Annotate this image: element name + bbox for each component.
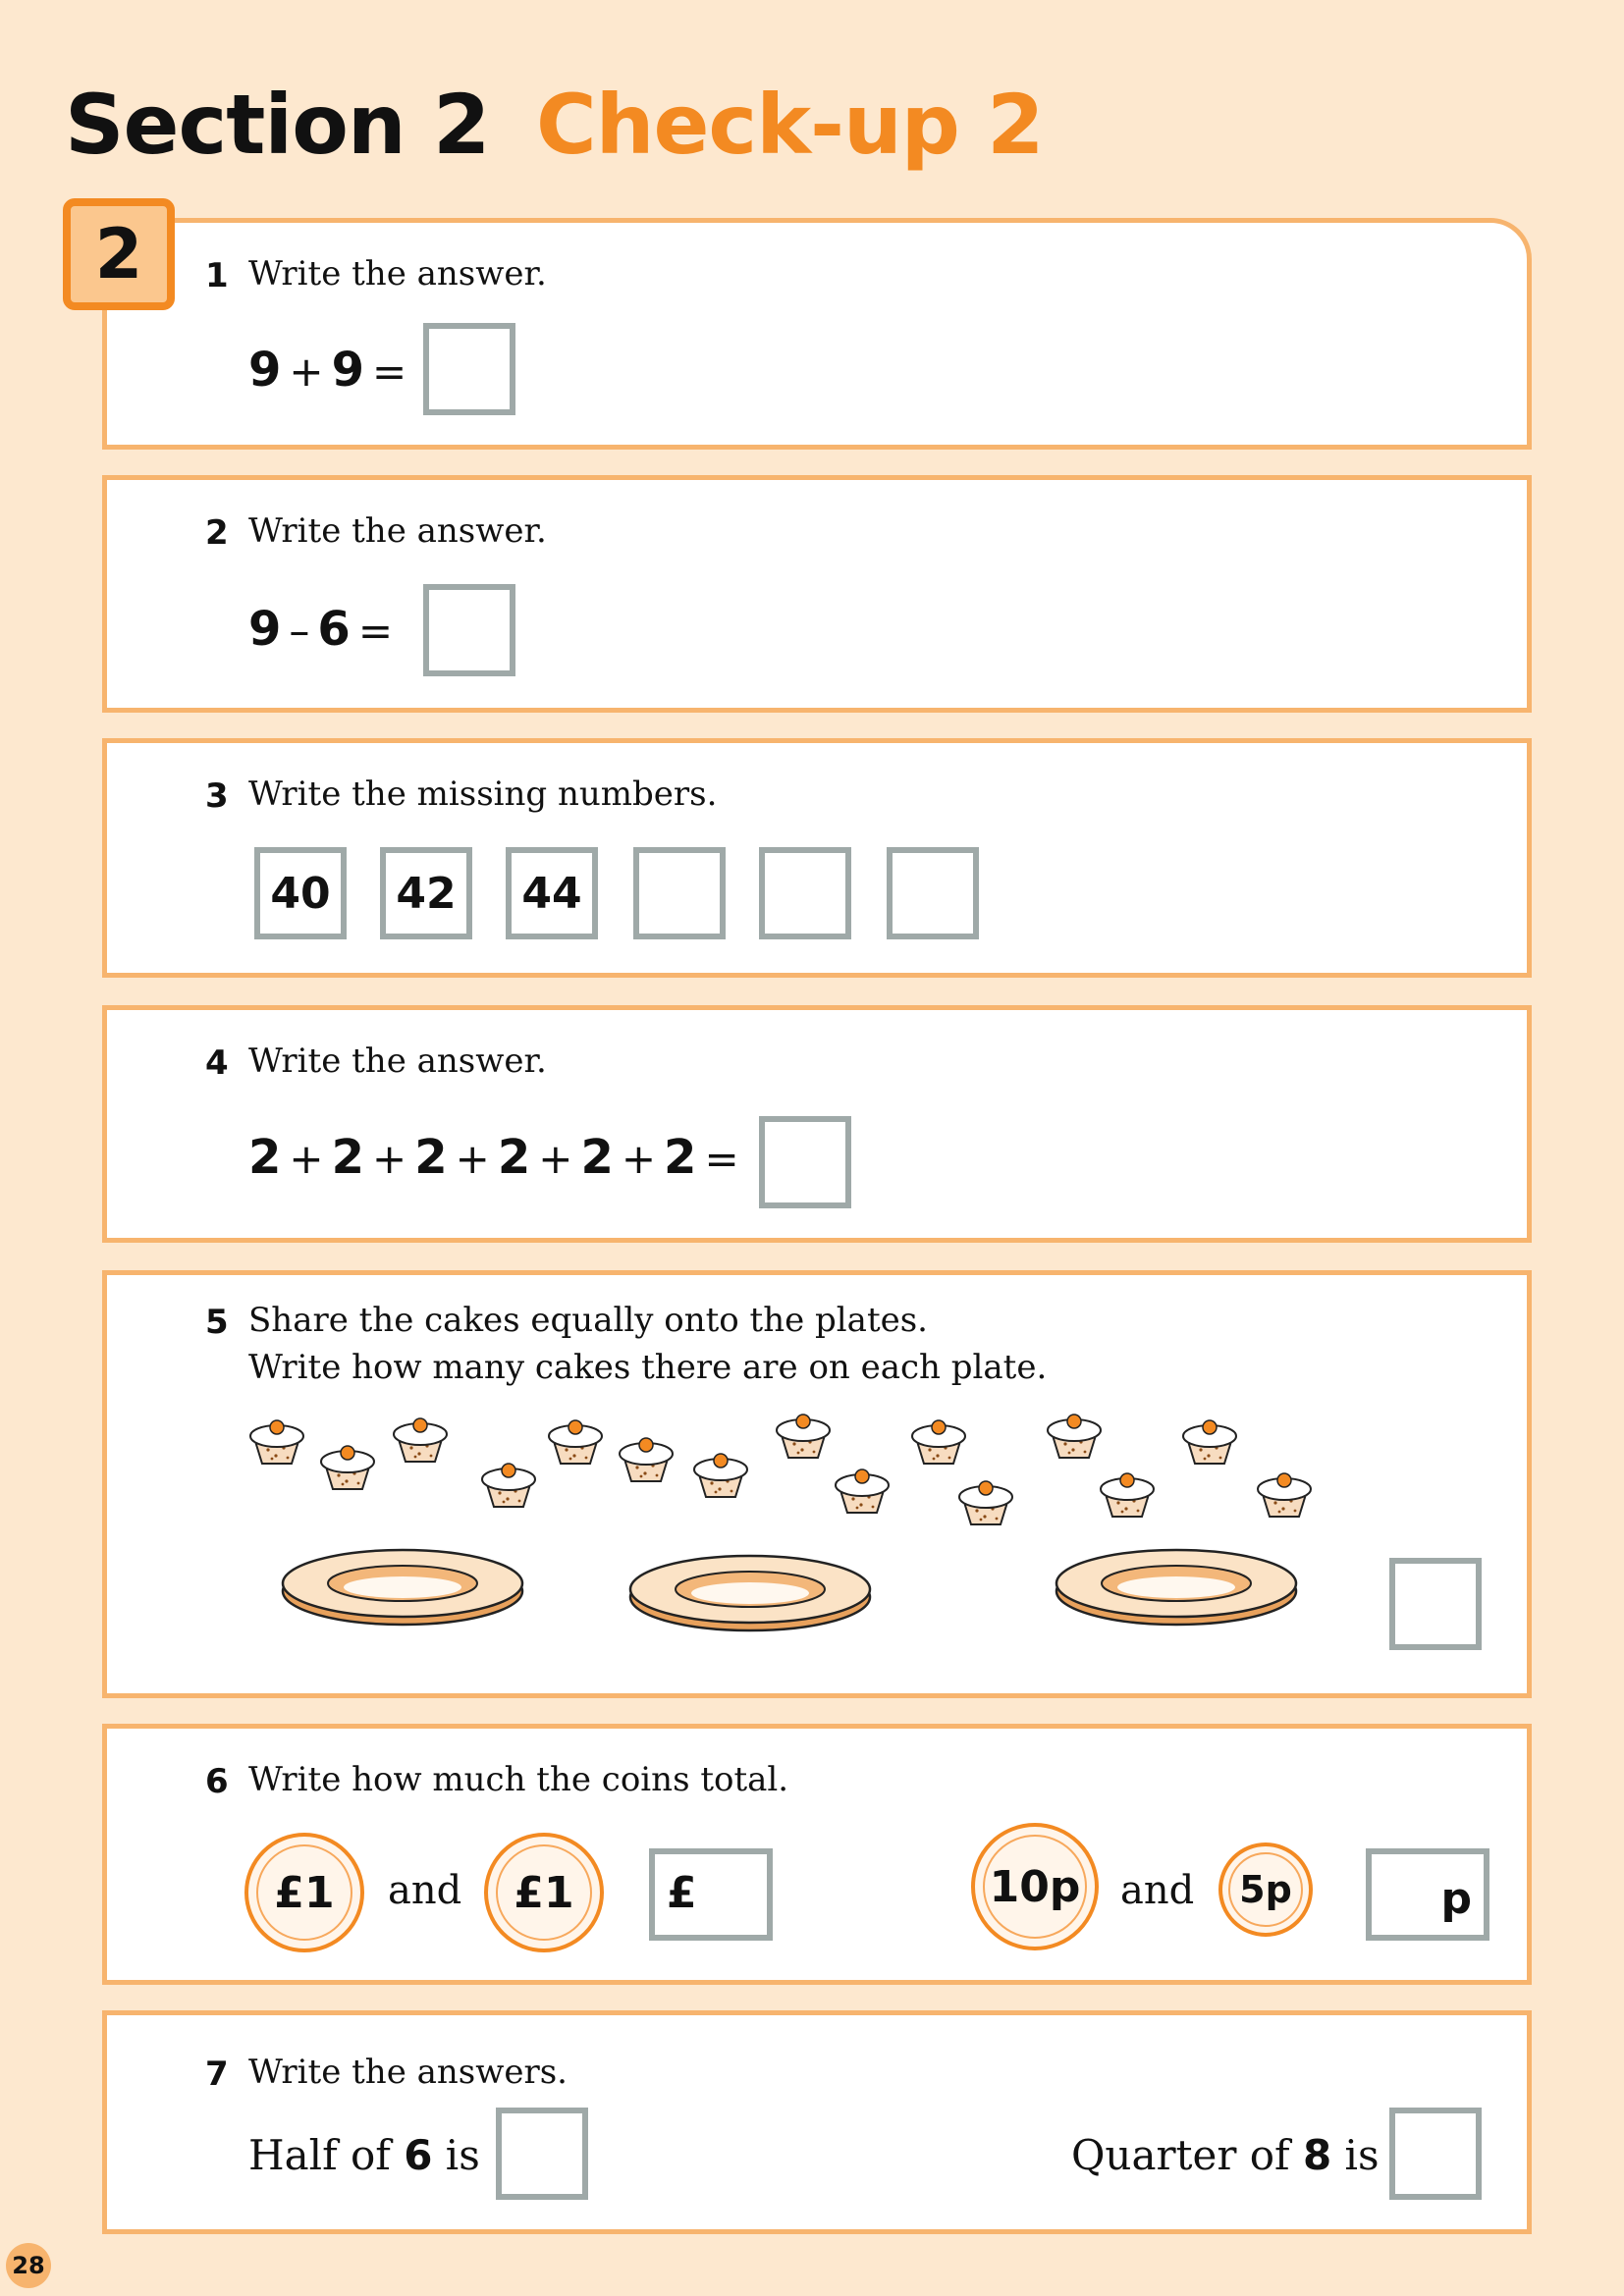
term: 2 xyxy=(497,1130,531,1185)
term: 2 xyxy=(664,1130,697,1185)
coin-label: £1 xyxy=(274,1867,335,1918)
equals-sign: = xyxy=(372,347,407,396)
term: 2 xyxy=(331,1130,365,1185)
page-number: 28 xyxy=(6,2243,51,2288)
five-pence-coin xyxy=(1218,1842,1313,1937)
question-number: 1 xyxy=(205,256,229,295)
operator: + xyxy=(455,1135,490,1183)
half-value: 6 xyxy=(404,2131,433,2179)
quarter-value: 8 xyxy=(1302,2131,1332,2179)
cake-icon xyxy=(1252,1466,1317,1521)
answer-box[interactable] xyxy=(1389,1558,1482,1650)
equals-sign: = xyxy=(357,607,394,655)
cake-icon xyxy=(1177,1413,1242,1468)
term: 2 xyxy=(248,1130,282,1185)
half-prefix: Half of xyxy=(248,2131,391,2179)
cake-icon xyxy=(388,1411,453,1466)
coin-label: £1 xyxy=(514,1867,574,1918)
answer-box[interactable] xyxy=(423,323,515,415)
operand-a: 9 xyxy=(248,602,282,657)
question-instruction: Write how many cakes there are on each plate. xyxy=(248,1348,1048,1387)
operator: + xyxy=(289,347,324,396)
question-3-panel xyxy=(102,738,1532,978)
half-question xyxy=(248,2131,480,2179)
term: 2 xyxy=(580,1130,614,1185)
operand-b: 6 xyxy=(317,602,351,657)
answer-box[interactable] xyxy=(759,847,851,939)
and-label: and xyxy=(388,1868,462,1913)
operator: + xyxy=(289,1135,324,1183)
plate xyxy=(1054,1540,1299,1629)
operator: + xyxy=(372,1135,407,1183)
answer-box[interactable] xyxy=(1389,2108,1482,2200)
question-number: 4 xyxy=(205,1043,229,1083)
cake-icon xyxy=(476,1456,541,1511)
operator: – xyxy=(289,607,310,655)
ten-pence-coin xyxy=(971,1823,1099,1950)
plate xyxy=(280,1540,525,1629)
sequence-box: 40 xyxy=(254,847,347,939)
coin-label: 5p xyxy=(1239,1868,1292,1911)
equation xyxy=(248,343,414,398)
cake-icon xyxy=(771,1407,836,1462)
and-label: and xyxy=(1120,1868,1195,1913)
question-2-panel xyxy=(102,475,1532,713)
question-instruction: Write the answer. xyxy=(248,511,547,551)
answer-box[interactable] xyxy=(423,584,515,676)
quarter-question xyxy=(1071,2131,1380,2179)
question-5-panel xyxy=(102,1270,1532,1698)
answer-box[interactable] xyxy=(496,2108,588,2200)
question-instruction: Share the cakes equally onto the plates. xyxy=(248,1301,928,1340)
question-instruction: Write the answers. xyxy=(248,2053,568,2092)
question-4-panel xyxy=(102,1005,1532,1243)
quarter-prefix: Quarter of xyxy=(1071,2131,1290,2179)
level-badge: 2 xyxy=(63,198,175,310)
cake-icon xyxy=(244,1413,309,1468)
plate xyxy=(627,1546,873,1634)
question-instruction: Write how much the coins total. xyxy=(248,1760,789,1799)
operand-b: 9 xyxy=(331,343,365,398)
question-7-panel xyxy=(102,2010,1532,2234)
cake-icon xyxy=(1095,1466,1160,1521)
operator: + xyxy=(538,1135,573,1183)
cake-icon xyxy=(953,1473,1018,1528)
cake-icon xyxy=(543,1413,608,1468)
pound-coin xyxy=(484,1833,604,1952)
question-1-panel xyxy=(102,218,1532,450)
question-instruction: Write the answer. xyxy=(248,1041,547,1081)
operator: + xyxy=(621,1135,657,1183)
sequence-box: 42 xyxy=(380,847,472,939)
cake-icon xyxy=(688,1446,753,1501)
question-number: 7 xyxy=(205,2055,229,2094)
question-number: 5 xyxy=(205,1303,229,1342)
cake-icon xyxy=(614,1430,678,1485)
cake-icon xyxy=(830,1462,894,1517)
equals-sign: = xyxy=(704,1135,739,1183)
answer-box[interactable] xyxy=(633,847,726,939)
question-number: 2 xyxy=(205,513,229,553)
cake-icon xyxy=(1042,1407,1107,1462)
coin-label: 10p xyxy=(989,1861,1081,1912)
pence-symbol: p xyxy=(1440,1874,1472,1924)
pound-coin xyxy=(244,1833,364,1952)
question-number: 6 xyxy=(205,1762,229,1801)
pounds-answer-box[interactable] xyxy=(649,1848,773,1941)
is-label: is xyxy=(445,2131,480,2179)
is-label: is xyxy=(1344,2131,1380,2179)
question-6-panel xyxy=(102,1724,1532,1985)
pound-symbol: £ xyxy=(667,1868,697,1918)
pence-answer-box[interactable] xyxy=(1366,1848,1489,1941)
operand-a: 9 xyxy=(248,343,282,398)
cake-icon xyxy=(315,1438,380,1493)
cake-icon xyxy=(906,1413,971,1468)
equation xyxy=(248,1130,747,1185)
sequence-box: 44 xyxy=(506,847,598,939)
answer-box[interactable] xyxy=(887,847,979,939)
term: 2 xyxy=(414,1130,448,1185)
answer-box[interactable] xyxy=(759,1116,851,1208)
question-instruction: Write the answer. xyxy=(248,254,547,294)
checkup-title: Check-up 2 xyxy=(536,77,1044,173)
section-title: Section 2 xyxy=(65,77,490,173)
question-number: 3 xyxy=(205,776,229,816)
equation xyxy=(248,602,401,657)
question-instruction: Write the missing numbers. xyxy=(248,774,718,814)
